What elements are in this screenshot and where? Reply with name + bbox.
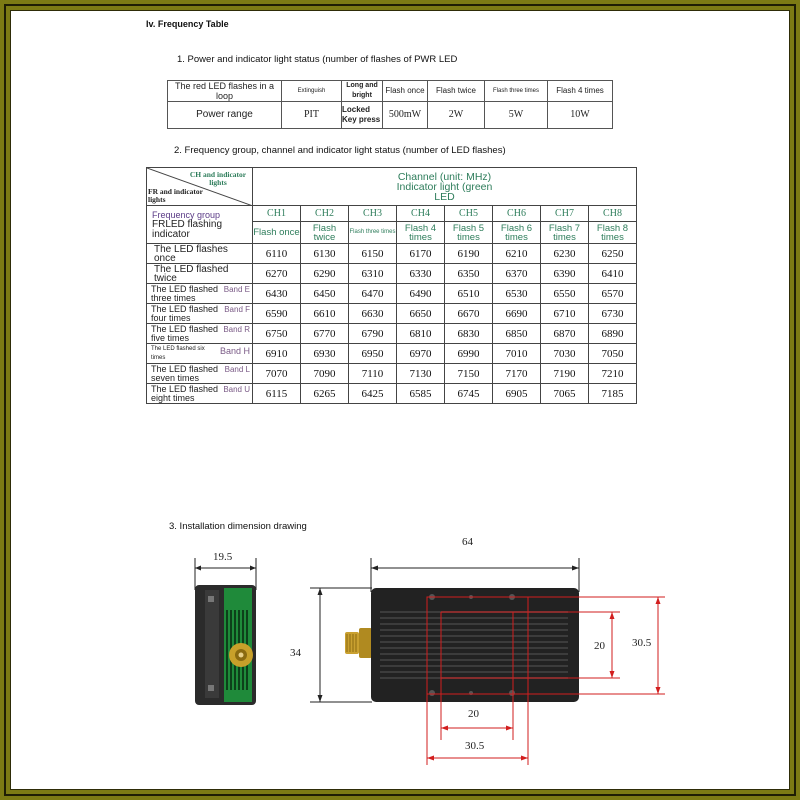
- row-label: The LED flashed twice: [147, 264, 253, 284]
- band-label: Band U: [223, 384, 250, 394]
- cell: 6490: [397, 284, 445, 304]
- cell: 7030: [541, 344, 589, 364]
- cell: Locked Key press: [342, 102, 383, 129]
- group-header-b: FRLED flashing indicator: [152, 218, 223, 240]
- ch-label: CH4: [397, 206, 445, 222]
- side-view-module: [195, 585, 256, 705]
- section1-heading: 1. Power and indicator light status (number of flashes of PWR LED: [177, 54, 458, 65]
- row-label: The LED flashed three times: [151, 283, 219, 303]
- cell: 6430: [253, 284, 301, 304]
- flash-label: Flash three times: [349, 222, 397, 244]
- cell: 7110: [349, 364, 397, 384]
- antenna-connector: [345, 628, 372, 658]
- cell: 6930: [301, 344, 349, 364]
- ch-label: CH6: [493, 206, 541, 222]
- cell: 6970: [397, 344, 445, 364]
- cell: 6290: [301, 264, 349, 284]
- corner-ch-label: CH and indicator lights: [189, 170, 247, 187]
- cell: 6210: [493, 244, 541, 264]
- hole-h-outer-label: 30.5: [465, 740, 485, 752]
- cell: 6590: [253, 304, 301, 324]
- total-width-label: 64: [462, 536, 473, 548]
- hole-v-inner-label: 20: [594, 640, 605, 652]
- page-title: Iv. Frequency Table: [146, 19, 229, 29]
- cell: The red LED flashes in a loop: [168, 81, 282, 102]
- cell: 6850: [493, 324, 541, 344]
- cell: 7050: [589, 344, 637, 364]
- ch-label: CH8: [589, 206, 637, 222]
- cell: 6730: [589, 304, 637, 324]
- cell: 6470: [349, 284, 397, 304]
- cell: Flash twice: [428, 81, 485, 102]
- cell: 6750: [253, 324, 301, 344]
- cell: 7130: [397, 364, 445, 384]
- cell: 6170: [397, 244, 445, 264]
- cell: 5W: [485, 102, 548, 129]
- section3-heading: 3. Installation dimension drawing: [169, 521, 307, 532]
- side-width-label: 19.5: [213, 551, 233, 563]
- cell: 6710: [541, 304, 589, 324]
- cell: 500mW: [383, 102, 428, 129]
- cell: 7185: [589, 384, 637, 404]
- cell: 10W: [548, 102, 613, 129]
- cell: 6350: [445, 264, 493, 284]
- band-label: Band L: [224, 364, 250, 374]
- cell: PIT: [282, 102, 342, 129]
- cell: 6370: [493, 264, 541, 284]
- cell: 6650: [397, 304, 445, 324]
- band-label: Band R: [223, 324, 250, 334]
- cell: 6950: [349, 344, 397, 364]
- flash-label: Flash 7 times: [541, 222, 589, 244]
- cell: 6230: [541, 244, 589, 264]
- cell: 6790: [349, 324, 397, 344]
- cell: 6830: [445, 324, 493, 344]
- ch-label: CH1: [253, 206, 301, 222]
- ch-label: CH2: [301, 206, 349, 222]
- hole-h-inner-label: 20: [468, 708, 479, 720]
- cell: Flash three times: [485, 81, 548, 102]
- cell: 6530: [493, 284, 541, 304]
- section2-heading: 2. Frequency group, channel and indicator light status (number of LED flashes): [174, 145, 506, 156]
- ch-label: CH7: [541, 206, 589, 222]
- cell: 6450: [301, 284, 349, 304]
- cell: 6610: [301, 304, 349, 324]
- cell: Flash once: [383, 81, 428, 102]
- channel-header: Channel (unit: MHz) Indicator light (green LED: [253, 168, 637, 206]
- ch-label: CH5: [445, 206, 493, 222]
- cell: 6670: [445, 304, 493, 324]
- cell: 2W: [428, 102, 485, 129]
- cell: Extinguish: [282, 81, 342, 102]
- row-label: The LED flashed five times: [151, 323, 219, 343]
- flash-label: Flash 8 times: [589, 222, 637, 244]
- cell: 6570: [589, 284, 637, 304]
- row-label: The LED flashed seven times: [151, 363, 219, 383]
- cell: 6265: [301, 384, 349, 404]
- cell: 6330: [397, 264, 445, 284]
- row-label: The LED flashed six times: [151, 345, 205, 361]
- cell: 7210: [589, 364, 637, 384]
- total-width-dimension: [371, 558, 579, 592]
- band-label: Band E: [223, 284, 250, 294]
- cell: 7150: [445, 364, 493, 384]
- row-label: The LED flashed eight times: [151, 383, 219, 403]
- flash-label: Flash once: [253, 222, 301, 244]
- cell: Flash 4 times: [548, 81, 613, 102]
- cell: 6910: [253, 344, 301, 364]
- cell: 6905: [493, 384, 541, 404]
- cell: 6150: [349, 244, 397, 264]
- flash-label: Flash 5 times: [445, 222, 493, 244]
- cell: 6810: [397, 324, 445, 344]
- cell: 7090: [301, 364, 349, 384]
- cell: 6250: [589, 244, 637, 264]
- cell: 6510: [445, 284, 493, 304]
- row-label: The LED flashes once: [147, 244, 253, 264]
- cell: 6410: [589, 264, 637, 284]
- row-label: The LED flashed four times: [151, 303, 219, 323]
- cell: 7070: [253, 364, 301, 384]
- corner-fr-label: FR and indicator lights: [148, 187, 203, 204]
- cell: 6870: [541, 324, 589, 344]
- flash-label: Flash twice: [301, 222, 349, 244]
- ch-label: CH3: [349, 206, 397, 222]
- flash-label: Flash 4 times: [397, 222, 445, 244]
- cell: 6745: [445, 384, 493, 404]
- band-label: Band H: [219, 345, 250, 356]
- cell: 7065: [541, 384, 589, 404]
- cell: 6770: [301, 324, 349, 344]
- cell: 6110: [253, 244, 301, 264]
- cell: 6630: [349, 304, 397, 324]
- cell: 6990: [445, 344, 493, 364]
- cell: 6190: [445, 244, 493, 264]
- cell: 6390: [541, 264, 589, 284]
- cell: 7190: [541, 364, 589, 384]
- cell: Long and bright: [342, 81, 383, 102]
- cell: 6115: [253, 384, 301, 404]
- cell: 6690: [493, 304, 541, 324]
- cell: 7170: [493, 364, 541, 384]
- hole-v-outer-label: 30.5: [632, 637, 652, 649]
- cell: 6585: [397, 384, 445, 404]
- cell: 6270: [253, 264, 301, 284]
- main-module: [371, 588, 579, 702]
- cell: 6550: [541, 284, 589, 304]
- cell: 6425: [349, 384, 397, 404]
- height-label: 34: [290, 647, 301, 659]
- cell: Power range: [168, 102, 282, 129]
- cell: 7010: [493, 344, 541, 364]
- band-label: Band F: [224, 304, 250, 314]
- cell: 6310: [349, 264, 397, 284]
- cell: 6130: [301, 244, 349, 264]
- group-header-a: Frequency group: [152, 209, 221, 220]
- cell: 6890: [589, 324, 637, 344]
- flash-label: Flash 6 times: [493, 222, 541, 244]
